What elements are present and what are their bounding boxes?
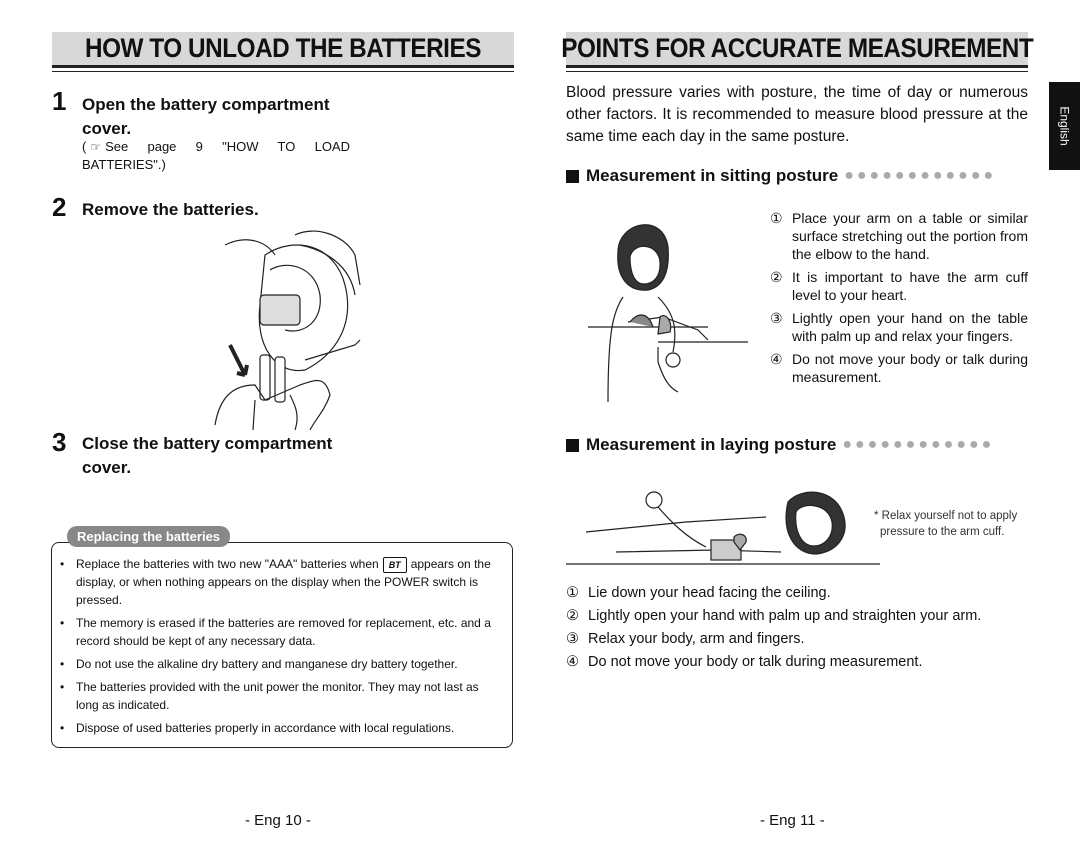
laying-steps-list [566,584,1028,676]
sitting-posture-illustration [588,212,748,402]
list-item: ② Lightly open your hand with palm up and straighten your arm. [566,608,982,624]
right-page-number: - Eng 11 - [760,812,825,829]
step-3-title: Close the battery compartment cover. [82,434,333,477]
pointing-hand-icon: ☞ [90,140,102,154]
left-title: HOW TO UNLOAD THE BATTERIES [85,33,481,63]
list-item: ④ Do not move your body or talk during measurement. [566,654,923,670]
list-item: • Replace the batteries with two new "AAA" batteries when BT appears on the display, or when nothing appears on the display when the POWER switch is pressed. [60,557,491,607]
laying-note: * Relax yourself not to apply pressure to the arm cuff. [874,510,1018,538]
language-tab-label: English [1057,106,1072,146]
left-page-number: - Eng 10 - [245,812,311,829]
list-item: ① Place your arm on a table or similar surface stretching out the portion from the elbow to the hand. [770,210,1028,262]
step-1-note: ( ☞ See page 9 "HOW TO LOAD BATTERIES".) [82,139,350,172]
battery-removal-illustration [205,225,365,430]
step-2-title: Remove the batteries. [82,200,259,219]
right-title-banner [560,32,1034,68]
list-item: ① Lie down your head facing the ceiling. [566,585,831,601]
intro-paragraph: Blood pressure varies with posture, the time of day or numerous other factors. It is recommended to measure blood pressure at the same time each day in the same posture. [566,84,1028,145]
replacing-batteries-tag: Replacing the batteries [67,526,230,547]
sitting-steps-list [770,209,1028,391]
laying-posture-illustration [566,482,880,570]
list-item: • Do not use the alkaline dry battery and manganese dry battery together. [60,657,458,671]
list-item: • The batteries provided with the unit power the monitor. They may not last as long as indicated. [60,680,479,712]
list-item: • Dispose of used batteries properly in accordance with local regulations. [60,721,455,735]
list-item: ③ Lightly open your hand on the table with palm up and relax your fingers. [770,310,1028,344]
battery-low-icon: BT [383,557,407,573]
list-item: ④ Do not move your body or talk during measurement. [770,351,1028,385]
square-bullet-icon [566,170,579,183]
laying-heading: Measurement in laying posture ●●●●●●●●●●●● [566,435,994,455]
step-2-number: 2 [52,192,67,222]
list-item: • The memory is erased if the batteries are removed for replacement, etc. and a record should be kept of any necessary data. [60,616,491,648]
dotted-rule: ●●●●●●●●●●●● [842,436,995,453]
dotted-rule: ●●●●●●●●●●●● [844,167,997,184]
language-tab [1049,82,1080,170]
list-item: ② It is important to have the arm cuff level to your heart. [770,269,1028,303]
step-1-number: 1 [52,86,67,116]
step-1-title: Open the battery compartment cover. [82,95,330,138]
left-title-banner [52,32,514,68]
sitting-heading: Measurement in sitting posture ●●●●●●●●●●●● [566,166,996,186]
square-bullet-icon [566,439,579,452]
replacing-batteries-list [60,555,504,742]
list-item: ③ Relax your body, arm and fingers. [566,631,805,647]
right-title: POINTS FOR ACCURATE MEASUREMENT [560,33,1034,63]
step-3-number: 3 [52,427,67,457]
